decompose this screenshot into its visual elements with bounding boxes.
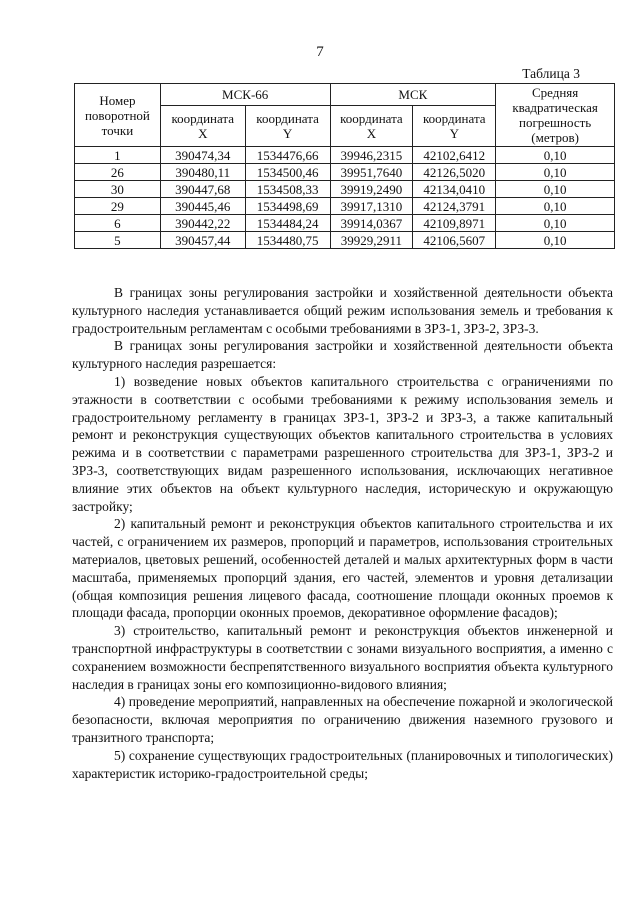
table-cell: 390474,34 bbox=[160, 147, 245, 164]
header-msk66-y: координата Y bbox=[245, 106, 330, 147]
table-cell: 42102,6412 bbox=[413, 147, 496, 164]
header-msk66: МСК-66 bbox=[160, 84, 330, 106]
table-cell: 39929,2911 bbox=[330, 232, 413, 249]
list-item: 3) строительство, капитальный ремонт и реконструкция объектов инженерной и транспортной инфраструктуры в соответствии с зонами визуального восприятия, а именно с сохранением возможности беспрепятственного визуального восприятия объекта культурного наследия в границах зоны его композиционно-видового влияния; bbox=[72, 623, 613, 692]
table-cell: 30 bbox=[75, 181, 161, 198]
list-item: 2) капитальный ремонт и реконструкция объектов капитального строительства и их частей, с ограничением их размеров, пропорций и параметров, использования строительных материалов, цветовых решений, особенностей деталей и малых архитектурных форм в части масштаба, применяемых пропорций здания, его частей, элементов и уровня детализации (общая композиция решения лицевого фасада, соотношение площади оконных проемов к площади фасада, пропорции оконных проемов, декоративное оформление фасадов); bbox=[72, 516, 613, 621]
table-header-row bbox=[75, 84, 615, 106]
table-cell: 390480,11 bbox=[160, 164, 245, 181]
table-cell: 42106,5607 bbox=[413, 232, 496, 249]
table-cell: 1534508,33 bbox=[245, 181, 330, 198]
table-cell: 390447,68 bbox=[160, 181, 245, 198]
list-item: 1) возведение новых объектов капитального строительства с ограничениями по этажности в соответствии с особыми требованиями к режиму использования земель и градостроительному регламенту в границах ЗРЗ-1, ЗРЗ-2 и ЗРЗ-3, а также капитальный ремонт и реконструкция существующих объектов капитального строительства в условиях режима и в соответствии с параметрами разрешенного строительства для ЗРЗ-1, ЗРЗ-2 и ЗРЗ-3, соответствующих видам разрешенного использования, исключающих негативное влияние этих объектов на объект культурного наследия, историческую и окружающую застройку; bbox=[72, 373, 613, 514]
table-cell: 1534476,66 bbox=[245, 147, 330, 164]
table-row bbox=[75, 232, 615, 249]
table-cell: 1534480,75 bbox=[245, 232, 330, 249]
table-caption: Таблица 3 bbox=[522, 66, 580, 81]
paragraph: В границах зоны регулирования застройки и хозяйственной деятельности объекта культурного наследия разрешается: bbox=[72, 338, 613, 372]
header-msk-y: координата Y bbox=[413, 106, 496, 147]
coordinates-table bbox=[74, 83, 615, 249]
table-cell: 0,10 bbox=[496, 147, 615, 164]
table-cell: 26 bbox=[75, 164, 161, 181]
table-row bbox=[75, 215, 615, 232]
header-msk-x: координата X bbox=[330, 106, 413, 147]
table-cell: 1 bbox=[75, 147, 161, 164]
table-cell: 0,10 bbox=[496, 181, 615, 198]
table-row bbox=[75, 147, 615, 164]
table-cell: 0,10 bbox=[496, 164, 615, 181]
table-row bbox=[75, 164, 615, 181]
table-cell: 39946,2315 bbox=[330, 147, 413, 164]
table-cell: 390457,44 bbox=[160, 232, 245, 249]
table-cell: 6 bbox=[75, 215, 161, 232]
table-cell: 42109,8971 bbox=[413, 215, 496, 232]
table-cell: 0,10 bbox=[496, 232, 615, 249]
table-row bbox=[75, 181, 615, 198]
table-row bbox=[75, 198, 615, 215]
table-cell: 0,10 bbox=[496, 198, 615, 215]
table-cell: 39951,7640 bbox=[330, 164, 413, 181]
list-item: 5) сохранение существующих градостроительных (планировочных и типологических) характеристик историко-градостроительной среды; bbox=[72, 747, 613, 781]
table-cell: 390445,46 bbox=[160, 198, 245, 215]
list-item: 4) проведение мероприятий, направленных на обеспечение пожарной и экологической безопасности, включая мероприятия по ограничению движения наземного грузового и транзитного транспорта; bbox=[72, 694, 613, 745]
table-cell: 39917,1310 bbox=[330, 198, 413, 215]
table-cell: 390442,22 bbox=[160, 215, 245, 232]
table-cell: 1534484,24 bbox=[245, 215, 330, 232]
body-text bbox=[72, 284, 613, 782]
table-cell: 5 bbox=[75, 232, 161, 249]
header-point-number: Номер поворотной точки bbox=[75, 84, 161, 147]
header-msk66-x: координата X bbox=[160, 106, 245, 147]
header-msk: МСК bbox=[330, 84, 496, 106]
table-cell: 1534498,69 bbox=[245, 198, 330, 215]
table-cell: 0,10 bbox=[496, 215, 615, 232]
header-error: Средняя квадратическая погрешность (метров) bbox=[496, 84, 615, 147]
table-cell: 1534500,46 bbox=[245, 164, 330, 181]
table-cell: 42134,0410 bbox=[413, 181, 496, 198]
paragraph: В границах зоны регулирования застройки и хозяйственной деятельности объекта культурного наследия устанавливается общий режим использования земель и требования к градостроительным регламентам с особыми требованиями в ЗРЗ-1, ЗРЗ-2, ЗРЗ-3. bbox=[72, 285, 613, 336]
page-number: 7 bbox=[316, 44, 324, 60]
table-cell: 39914,0367 bbox=[330, 215, 413, 232]
table-cell: 42124,3791 bbox=[413, 198, 496, 215]
table-cell: 29 bbox=[75, 198, 161, 215]
table-cell: 42126,5020 bbox=[413, 164, 496, 181]
table-cell: 39919,2490 bbox=[330, 181, 413, 198]
